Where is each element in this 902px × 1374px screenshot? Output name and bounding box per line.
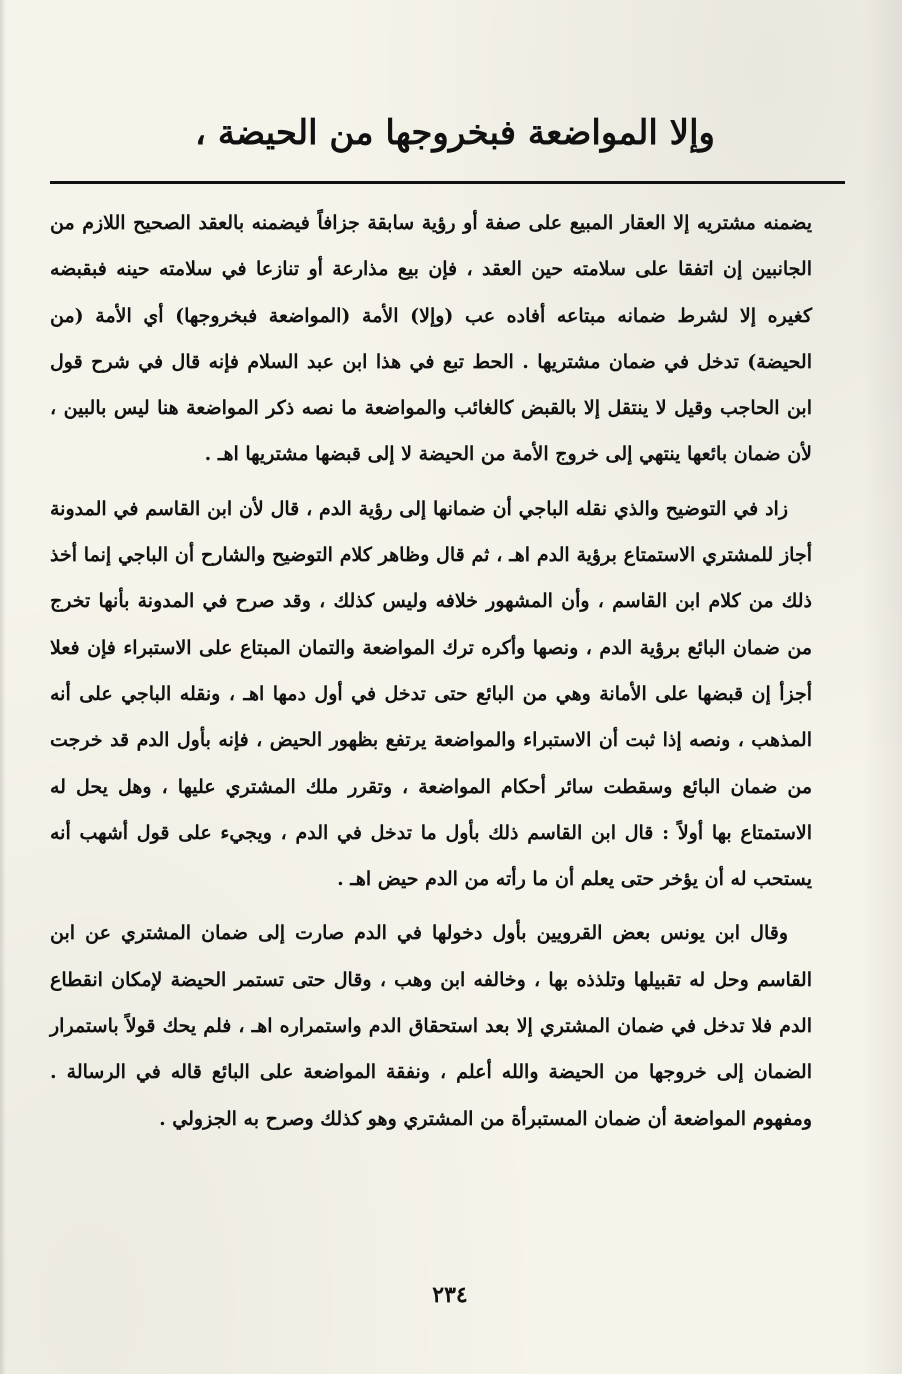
page-edge-shadow-left bbox=[0, 0, 6, 1374]
running-head: وإلا المواضعة فبخروجها من الحيضة ، bbox=[195, 113, 715, 153]
page-number: ٢٣٤ bbox=[432, 1282, 468, 1308]
paragraph-3: وقال ابن يونس بعض القرويين بأول دخولها في الدم صارت إلى ضمان المشتري عن ابن القاسم وحل له تقبيلها وتلذذه بها ، وخالفه ابن وهب ، وقال حتى تستمر الحيضة لإمكان انقطاع الدم فلا تدخل في ضمان المشتري إلا بعد استحقاق الدم واستمراره اهـ ، فلم يحك قولاً باستمرار الضمان إلى خروجها من الحيضة والله أعلم ، ونفقة المواضعة على البائع قاله في الرسالة . ومفهوم المواضعة أن ضمان المستبرأة من المشتري وهو كذلك وصرح به الجزولي . bbox=[50, 922, 812, 1130]
header-divider bbox=[50, 181, 845, 184]
paragraph-1: يضمنه مشتريه إلا العقار المبيع على صفة أو رؤية سابقة جزافاً فيضمنه بالعقد الصحيح اللازم من الجانبين إن اتفقا على سلامته حين العقد ، فإن بيع مذارعة أو تنازعا في سلامته حينه فبقبضه كغيره إلا لشرط ضمانه مبتاعه أفاده عب (وإلا) الأمة (المواضعة فبخروجها) أي الأمة (من الحيضة) تدخل في ضمان مشتريها . الحط تبع في هذا ابن عبد السلام فإنه قال في شرح قول ابن الحاجب وقيل لا ينتقل إلا بالقبض كالغائب والمواضعة ما نصه ذكر المواضعة هنا ليس بالبين ، لأن ضمان بائعها ينتهي إلى خروج الأمة من الحيضة لا إلى قبضها مشتريها اهـ . bbox=[50, 212, 812, 466]
main-text bbox=[50, 200, 812, 1142]
page-edge-shadow-right bbox=[862, 0, 902, 1374]
paragraph-2: زاد في التوضيح والذي نقله الباجي أن ضمانها إلى رؤية الدم ، قال لأن ابن القاسم في المدونة أجاز للمشتري الاستمتاع برؤية الدم اهـ ، ثم قال وظاهر كلام التوضيح والشارح أن الباجي إنما أخذ ذلك من كلام ابن القاسم ، وأن المشهور خلافه وليس كذلك ، وقد صرح في المدونة بأنها تخرج من ضمان البائع برؤية الدم ، ونصها وأكره ترك المواضعة والتمان المبتاع على الاستبراء فإن فعلا أجزأ إن قبضها على الأمانة وهي من البائع حتى تدخل في أول دمها اهـ ، ونقله الباجي على أنه المذهب ، ونصه إذا ثبت أن الاستبراء والمواضعة يرتفع بظهور الحيض ، فإنه بأول الدم قد خرجت من ضمان البائع وسقطت سائر أحكام المواضعة ، وتقرر ملك المشتري عليها ، وهل يحل له الاستمتاع بها أولاً : قال ابن القاسم ذلك بأول ما تدخل في الدم ، ويجيء على قول أشهب أنه يستحب له أن يؤخر حتى يعلم أن ما رأته من الدم حيض اهـ . bbox=[50, 497, 812, 891]
